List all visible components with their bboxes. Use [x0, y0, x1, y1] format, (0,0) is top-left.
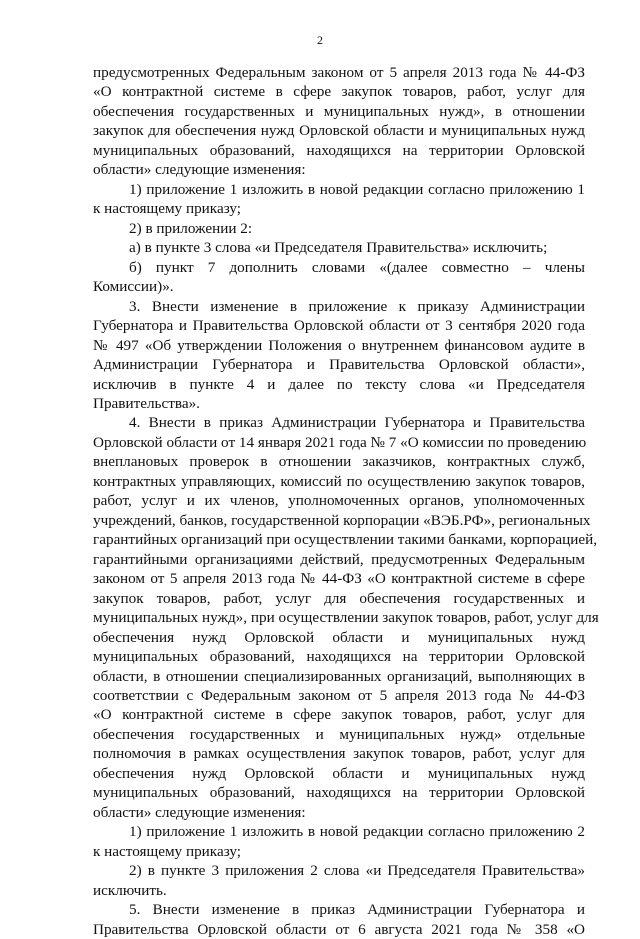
text-line: Губернатора и Правительства Орловской области от 3 сентября 2020 года	[93, 317, 585, 335]
text-line: внеплановых проверок в отношении заказчиков, контрактных служб,	[93, 453, 585, 471]
text-line: полномочия в рамках осуществления закупок товаров, работ, услуг для	[93, 745, 585, 763]
text-line: Правительства».	[93, 394, 200, 412]
text-line: 1) приложение 1 изложить в новой редакции согласно приложению 1	[129, 180, 585, 198]
text-line: гарантийных организаций при осуществлении такими банками, корпорацией,	[93, 531, 597, 549]
text-line: к настоящему приказу;	[93, 842, 241, 860]
text-line: Комиссии)».	[93, 278, 174, 296]
text-line: соответствии с Федеральным законом от 5 апреля 2013 года № 44-ФЗ	[93, 687, 585, 704]
text-line: 5. Внести изменение в приказ Администрации Губернатора и	[129, 901, 585, 919]
text-line: муниципальных образований, находящихся на территории Орловской	[93, 141, 585, 159]
page-number: 2	[317, 33, 323, 47]
text-line: исключить.	[93, 881, 167, 899]
text-line: 2) в приложении 2:	[129, 219, 253, 237]
text-line: закупок для обеспечения нужд Орловской области и муниципальных нужд	[93, 122, 585, 140]
text-line: обеспечения государственных и муниципальных нужд» отдельные	[93, 725, 585, 743]
text-line: а) в пункте 3 слова «и Председателя Правительства» исключить;	[129, 239, 548, 257]
text-line: № 497 «Об утверждении Положения о внутреннем финансовом аудите в	[93, 336, 585, 354]
text-line: области» следующие изменения:	[93, 161, 306, 179]
document-body	[93, 63, 599, 939]
text-line: 4. Внести в приказ Администрации Губернатора и Правительства	[129, 414, 585, 432]
text-line: Администрации Губернатора и Правительства Орловской области»,	[93, 356, 585, 374]
text-line: Орловской области от 14 января 2021 года № 7 «О комиссии по проведению	[93, 433, 587, 451]
text-line: 2) в пункте 3 приложения 2 слова «и Председателя Правительства»	[129, 862, 585, 880]
text-line: контрактных управляющих, комиссий по осуществлению закупок товаров,	[93, 472, 585, 490]
text-line: обеспечения нужд Орловской области и муниципальных нужд	[93, 764, 585, 782]
text-line: к настоящему приказу;	[93, 200, 241, 218]
text-line: предусмотренных Федеральным законом от 5 апреля 2013 года № 44-ФЗ	[93, 64, 585, 81]
text-line: б) пункт 7 дополнить словами «(далее совместно – члены	[129, 258, 585, 276]
text-line: 1) приложение 1 изложить в новой редакции согласно приложению 2	[129, 823, 585, 841]
text-line: Правительства Орловской области от 6 августа 2021 года № 358 «О	[93, 920, 585, 938]
text-line: исключив в пункте 4 и далее по тексту слова «и Председателя	[93, 375, 585, 393]
text-line: муниципальных нужд», при осуществлении закупок товаров, работ, услуг для	[93, 609, 599, 627]
text-line: области» следующие изменения:	[93, 803, 306, 821]
text-line: законом от 5 апреля 2013 года № 44-ФЗ «О контрактной системе в сфере	[93, 570, 585, 588]
text-line: учреждений, банков, государственной корпорации «ВЭБ.РФ», региональных	[93, 511, 591, 529]
text-line: работ, услуг и их членов, уполномоченных органов, уполномоченных	[93, 492, 585, 510]
text-line: гарантийными организациями действий, предусмотренных Федеральным	[93, 550, 585, 568]
text-line: обеспечения нужд Орловской области и муниципальных нужд	[93, 628, 585, 646]
text-line: «О контрактной системе в сфере закупок товаров, работ, услуг для	[93, 83, 585, 101]
text-line: обеспечения государственных и муниципальных нужд», в отношении	[93, 102, 585, 120]
text-line: 3. Внести изменение в приложение к приказу Администрации	[129, 297, 585, 315]
text-line: муниципальных образований, находящихся на территории Орловской	[93, 648, 585, 666]
text-line: области, в отношении специализированных организаций, выполняющих в	[93, 667, 585, 685]
text-line: закупок товаров, работ, услуг для обеспечения государственных и	[93, 589, 585, 607]
text-line: муниципальных образований, находящихся на территории Орловской	[93, 784, 585, 802]
text-line: «О контрактной системе в сфере закупок товаров, работ, услуг для	[93, 706, 585, 724]
